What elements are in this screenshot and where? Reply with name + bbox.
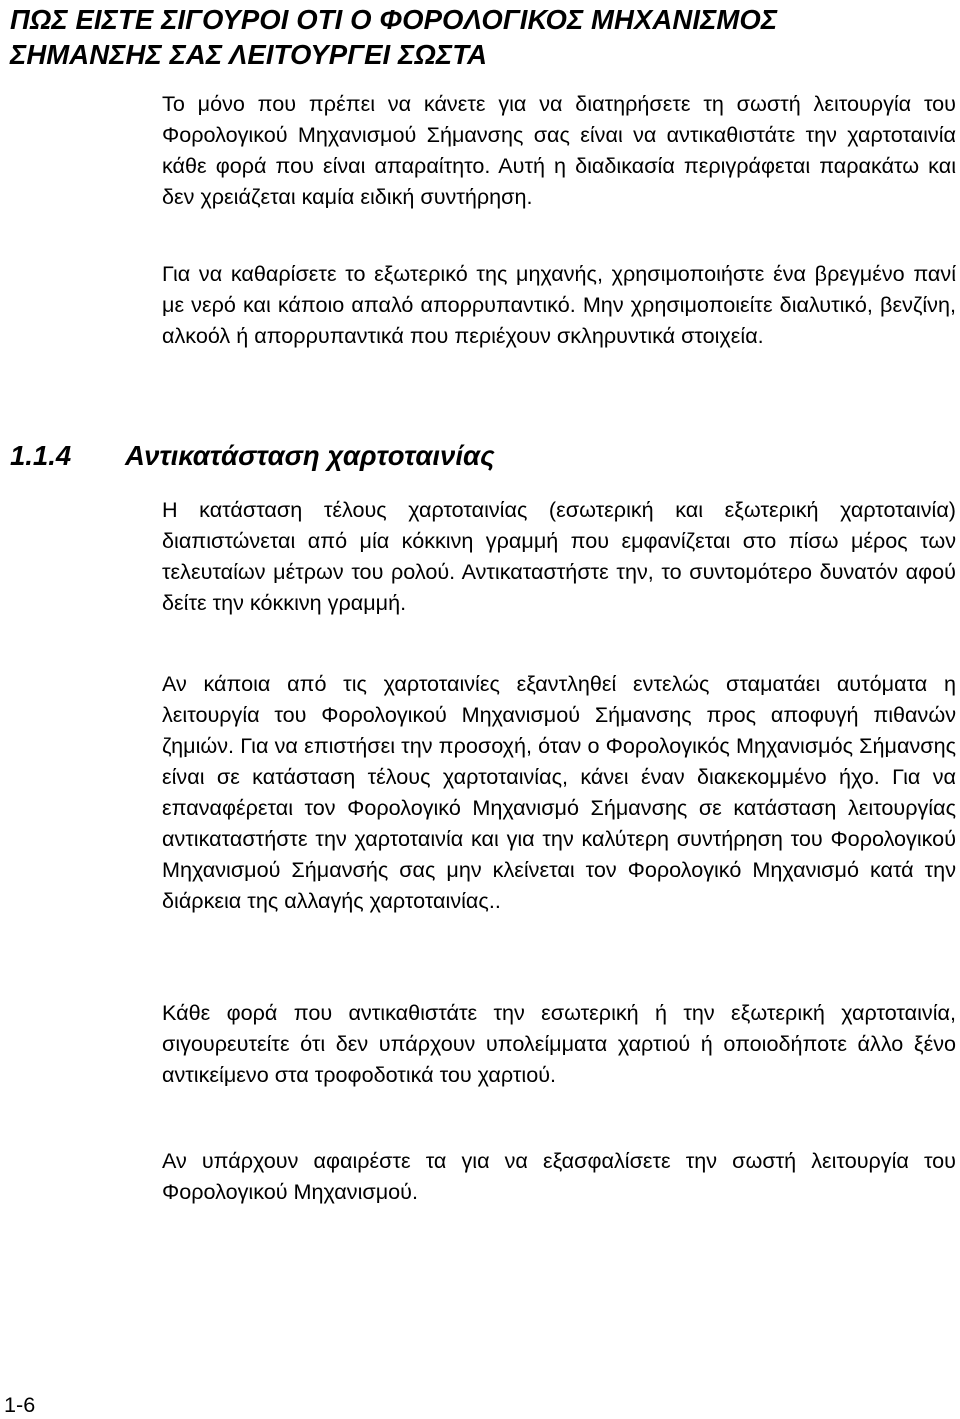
intro-paragraph-1: Το μόνο που πρέπει να κάνετε για να διατηρήσετε τη σωστή λειτουργία του Φορολογικού Μηχανισμού Σήμανσης σας είναι να αντικαθιστάτε την χαρτοταινία κάθε φορά που είναι απαραίτητο. Αυτή η διαδικασία περιγράφεται παρακάτω και δεν χρειάζεται καμία ειδική συντήρηση. — [162, 91, 956, 209]
intro-paragraph-2-block — [162, 258, 956, 351]
section-paragraph-2: Αν κάποια από τις χαρτοταινίες εξαντληθεί εντελώς σταματάει αυτόματα η λειτουργία του Φορολογικού Μηχανισμού Σήμανσης προς αποφυγή πιθανών ζημιών. Για να επιστήσει την προσοχή, όταν ο Φορολογικός Μηχανισμός Σήμανσης είναι σε κατάσταση τέλους χαρτοταινίας, κάνει έναν διακεκομμένο ήχο. Για να επαναφέρεται τον Φορολογικό Μηχανισμό Σήμανσης σε κατάσταση λειτουργίας αντικαταστήστε την χαρτοταινία και για την καλύτερη συντήρηση του Φορολογικού Μηχανισμού Σήμανσής σας μην κλείνεται τον Φορολογικό Μηχανισμό κατά την διάρκεια της αλλαγής χαρτοταινίας.. — [162, 671, 956, 913]
main-heading-line-2: ΣΗΜΑΝΣΗΣ ΣΑΣ ΛΕΙΤΟΥΡΓΕΙ ΣΩΣΤΑ — [10, 39, 488, 70]
page-number: 1-6 — [4, 1392, 36, 1417]
section-paragraph-3: Κάθε φορά που αντικαθιστάτε την εσωτερική ή την εξωτερική χαρτοταινία, σιγουρευτείτε ότι δεν υπάρχουν υπολείμματα χαρτιού ή οποιοδήποτε άλλο ξένο αντικείμενο στα τροφοδοτικά του χαρτιού. — [162, 1000, 956, 1087]
intro-paragraph-1-block — [162, 88, 956, 212]
section-paragraph-1-block — [162, 494, 956, 618]
section-paragraph-4: Αν υπάρχουν αφαιρέστε τα για να εξασφαλίσετε την σωστή λειτουργία του Φορολογικού Μηχανισμού. — [162, 1148, 956, 1204]
section-paragraph-1: Η κατάσταση τέλους χαρτοταινίας (εσωτερική και εξωτερική χαρτοταινία) διαπιστώνεται από μία κόκκινη γραμμή που εμφανίζεται στο πίσω μέρος των τελευταίων μέτρων του ρολού. Αντικαταστήστε την, το συντομότερο δυνατόν αφού δείτε την κόκκινη γραμμή. — [162, 497, 956, 615]
section-paragraph-2-block — [162, 668, 956, 916]
intro-paragraph-2: Για να καθαρίσετε το εξωτερικό της μηχανής, χρησιμοποιήστε ένα βρεγμένο πανί με νερό και κάποιο απαλό απορρυπαντικό. Μην χρησιμοποιείτε διαλυτικό, βενζίνη, αλκοόλ ή απορρυπαντικά που περιέχουν σκληρυντικά στοιχεία. — [162, 261, 956, 348]
section-paragraph-4-block — [162, 1145, 956, 1207]
main-heading-line-1: ΠΩΣ ΕΙΣΤΕ ΣΙΓΟΥΡΟΙ ΟΤΙ Ο ΦΟΡΟΛΟΓΙΚΟΣ ΜΗΧΑΝΙΣΜΟΣ — [10, 4, 778, 35]
section-heading — [10, 438, 955, 474]
section-number: 1.1.4 — [10, 440, 72, 471]
main-heading — [10, 2, 955, 72]
section-paragraph-3-block — [162, 997, 956, 1090]
section-title: Αντικατάσταση χαρτοταινίας — [125, 440, 495, 471]
